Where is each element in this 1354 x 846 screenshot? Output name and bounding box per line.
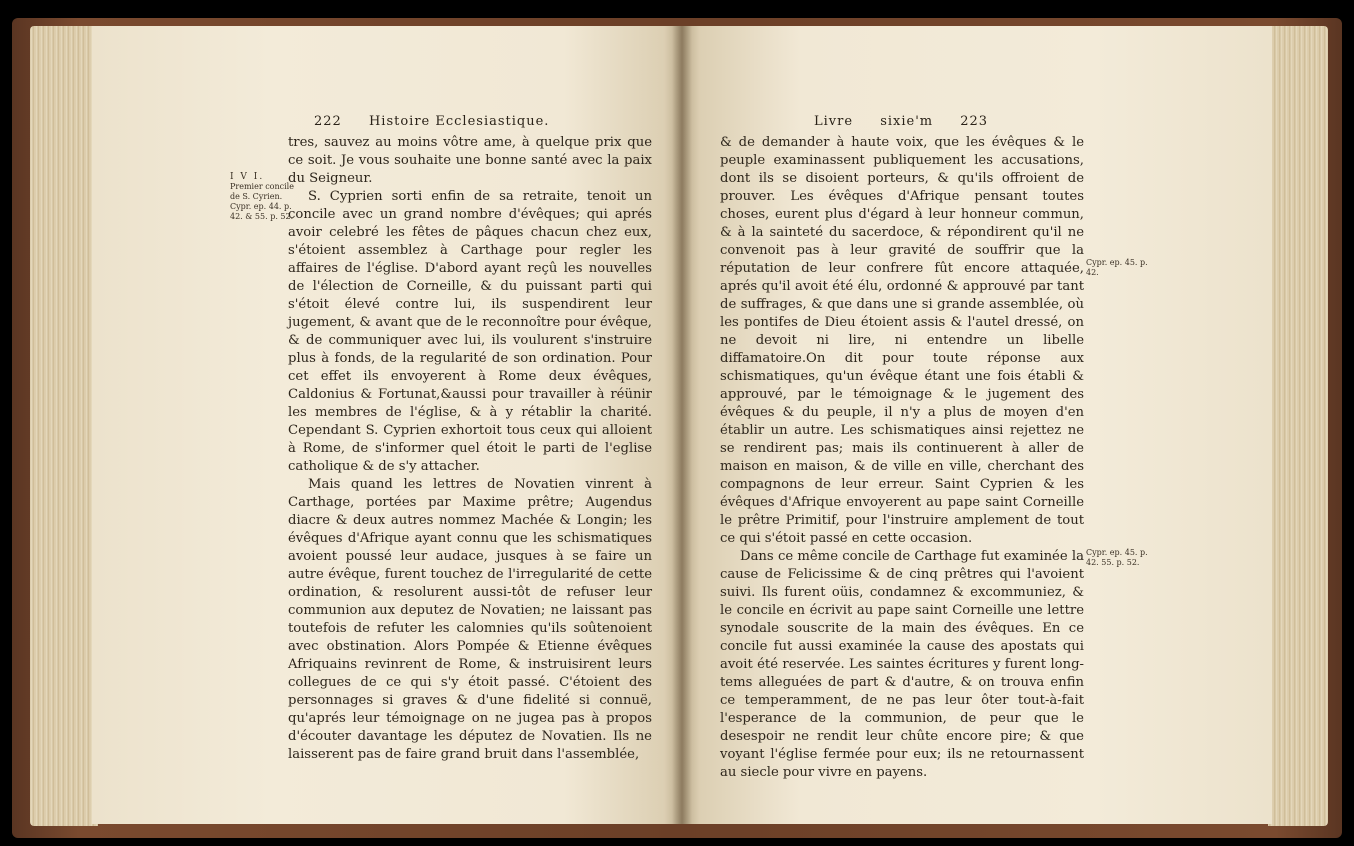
right-page xyxy=(682,26,1272,824)
right-page-number: 223 xyxy=(960,114,989,129)
page-edges-right xyxy=(1268,26,1328,826)
paragraph: Mais quand les lettres de Novatien vinrent à Carthage, portées par Maxime prêtre; Augendus diacre & deux autres nommez Machée & Longin; les évêques d'Afrique ayant connu que les schismatiques avoient poussé leur audace, jusques à se faire un autre évêque, furent touchez de l'irregularité de cette ordination, & resolurent aussi-tôt de refuser leur communion aux deputez de Novatien; ne laissant pas toutefois de refuter les calomnies qu'ils soûtenoient avec obstination. Alors Pompée & Etienne évêques Afriquains revinrent de Rome, & instruisirent leurs collegues de ce qui s'y étoit passé. C'étoient des personnages si graves & d'une fidelité si connuë, qu'aprés leur témoignage on ne jugea pas à propos d'écouter davantage les députez de Novatien. Ils ne laisserent pas de faire grand bruit dans l'assemblée, xyxy=(288,477,652,762)
left-page xyxy=(92,26,682,824)
paragraph: Dans ce même concile de Carthage fut examinée la cause de Felicissime & de cinq prêtres qui l'avoient suivi. Ils furent oüis, condamnez & excommuniez, & le concile en écrivit au pape saint Corneille une lettre synodale souscrite de la main des évêques. En ce concile fut aussi examinée la cause des apostats qui avoit été reservée. Les saintes écritures y furent long-tems alleguées de part & d'autre, & on trouva enfin ce temperamment, de ne pas leur ôter tout-à-fait l'esperance de la communion, de peur que le desespoir ne rendit leur chûte encore pire; & que voyant l'église fermée pour eux; ils ne retournassent au siecle pour vivre en payens. xyxy=(720,549,1084,780)
left-running-title: Histoire Ecclesiastique. xyxy=(368,114,550,129)
right-page-text xyxy=(720,134,1084,782)
margin-note-ref: Cypr. ep. 44. p. 42. & 55. p. 52. xyxy=(230,202,294,221)
left-page-number: 222 xyxy=(314,114,342,129)
right-running-title-right: sixie'm xyxy=(880,114,934,129)
right-running-title-left: Livre xyxy=(814,114,854,129)
paragraph: tres, sauvez au moins vôtre ame, à quelque prix que ce soit. Je vous souhaite une bonne santé avec la paix du Seigneur. xyxy=(288,135,652,186)
page-edges-left xyxy=(30,26,98,826)
right-margin-note: Cypr. ep. 45. p. 42. xyxy=(1086,258,1148,277)
paragraph: & de demander à haute voix, que les évêques & le peuple examinassent publiquement les accusations, dont ils se disoient porteurs, & qu'ils offroient de prouver. Les évêques d'Afrique pensant toutes choses, eurent plus d'égard à leur honneur commun, & à la sainteté du sacerdoce, & répondirent qu'il ne convenoit pas à leur gravité de souffrir que la réputation de leur confrere fût encore attaquée, aprés qu'il avoit été élu, ordonné & approuvé par tant de suffrages, & que dans une si grande assemblée, où les pontifes de Dieu étoient assis & l'autel dressé, on ne devoit ni lire, ni entendre un libelle diffamatoire.On dit pour toute réponse aux schismatiques, qu'un évêque étant une fois établi & approuvé, par le témoignage & le jugement des évêques & du peuple, il n'y a plus de moyen d'en établir un autre. Les schismatiques ainsi rejettez ne se rendirent pas; mais ils continuerent à aller de maison en maison, & de ville en ville, cherchant des compagnons de leur erreur. Saint Cyprien & les évêques d'Afrique envoyerent au pape saint Corneille le prêtre Primitif, pour l'instruire amplement de tout ce qui s'étoit passé en cette occasion. xyxy=(720,135,1084,546)
book-gutter xyxy=(672,26,692,824)
right-running-head xyxy=(814,114,1010,129)
left-margin-note xyxy=(230,172,294,222)
paragraph: S. Cyprien sorti enfin de sa retraite, tenoit un concile avec un grand nombre d'évêques; qui aprés avoir celebré les fêtes de pâques chacun chez eux, s'étoient assemblez à Carthage pour regler les affaires de l'église. D'abord ayant reçû les nouvelles de l'élection de Corneille, & du puissant parti qui s'étoit élevé contre lui, ils suspendirent leur jugement, & avant que de le reconnoître pour évêque, & de communiquer avec lui, ils voulurent s'instruire plus à fonds, de la regularité de son ordination. Pour cet effet ils envoyerent à Rome deux évêques, Caldonius & Fortunat,&aussi pour travailler à réünir les membres de l'église, & à y rétablir la charité. Cependant S. Cyprien exhortoit tous ceux qui alloient à Rome, de s'informer quel étoit le parti de l'eglise catholique & de s'y attacher. xyxy=(288,189,652,474)
margin-note-label: I V I. xyxy=(230,172,265,182)
margin-note-title: Premier concile de S. Cyrien. xyxy=(230,182,294,201)
left-running-head xyxy=(314,114,571,129)
left-page-text xyxy=(288,134,652,764)
right-margin-note: Cypr. ep. 45. p. 42. 55. p. 52. xyxy=(1086,548,1148,567)
